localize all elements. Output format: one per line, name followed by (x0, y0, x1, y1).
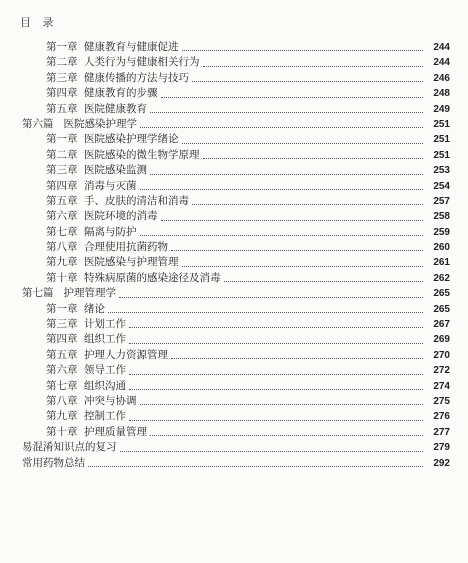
toc-entry-title: 医院感染护理学 (63, 117, 137, 130)
toc-entry-number: 第二章 (46, 148, 78, 161)
toc-chapter-entry[interactable] (0, 71, 468, 86)
toc-chapter-entry[interactable] (0, 55, 468, 70)
toc-chapter-entry[interactable] (0, 86, 468, 101)
toc-entry-title: 消毒与灭菌 (84, 179, 137, 192)
toc-entry-number: 第九章 (46, 256, 78, 269)
toc-chapter-entry[interactable] (0, 394, 468, 409)
dot-leader (88, 465, 423, 467)
toc-chapter-entry[interactable] (0, 271, 468, 286)
toc-entry-number: 第六篇 (22, 117, 54, 130)
toc-page-number: 275 (433, 395, 450, 407)
table-of-contents (0, 40, 468, 471)
dot-leader (129, 342, 423, 344)
toc-page-number: 279 (433, 442, 450, 454)
dot-leader (192, 203, 423, 205)
toc-entry-title: 护理管理学 (63, 287, 116, 300)
toc-chapter-entry[interactable] (0, 132, 468, 147)
toc-page-number: 251 (433, 149, 450, 161)
toc-chapter-entry[interactable] (0, 163, 468, 178)
toc-entry-number: 第七章 (46, 225, 78, 238)
toc-chapter-entry[interactable] (0, 425, 468, 440)
toc-entry-number: 第九章 (46, 410, 78, 423)
toc-entry-title: 健康教育与健康促进 (84, 41, 179, 53)
dot-leader (129, 373, 423, 375)
toc-entry-number: 第一章 (46, 133, 78, 146)
toc-entry-title: 组织沟通 (84, 379, 126, 392)
dot-leader (150, 173, 423, 175)
toc-entry-number: 第三章 (46, 71, 78, 84)
toc-entry-title: 健康教育的步骤 (84, 87, 158, 100)
dot-leader (150, 111, 423, 113)
toc-page-number: 277 (433, 426, 450, 438)
toc-entry-number: 第五章 (46, 194, 78, 207)
toc-entry-number: 第三章 (46, 318, 78, 331)
toc-page-number: 244 (433, 57, 450, 69)
toc-entry-title: 医院感染护理学绪论 (84, 133, 179, 146)
page-title: 目 录 (20, 16, 58, 29)
toc-entry-number: 第十章 (46, 425, 78, 438)
toc-entry-number: 第一章 (46, 302, 78, 315)
toc-page-number: 253 (433, 165, 450, 177)
toc-chapter-entry[interactable] (0, 179, 468, 194)
dot-leader (129, 388, 423, 390)
toc-entry-title: 护理人力资源管理 (84, 348, 168, 361)
toc-entry-title: 合理使用抗菌药物 (84, 241, 168, 254)
dot-leader (150, 434, 423, 436)
toc-entry-title: 医院感染与护理管理 (84, 256, 179, 269)
toc-page-number: 251 (433, 134, 450, 146)
toc-entry-number: 第四章 (46, 179, 78, 192)
toc-entry-title: 隔离与防护 (84, 225, 137, 238)
toc-entry-number: 第五章 (46, 348, 78, 361)
toc-chapter-entry[interactable] (0, 348, 468, 363)
toc-part-entry[interactable] (0, 456, 468, 471)
dot-leader (108, 311, 423, 313)
dot-leader (119, 296, 423, 298)
toc-page-number: 261 (433, 257, 450, 269)
toc-page-number: 269 (433, 334, 450, 346)
toc-page-number: 292 (433, 457, 450, 469)
toc-entry-title: 护理质量管理 (84, 425, 147, 438)
toc-entry-title: 医院感染的微生物学原理 (84, 148, 200, 161)
toc-page-number: 246 (433, 72, 450, 84)
toc-part-entry[interactable] (0, 286, 468, 301)
toc-entry-title: 组织工作 (84, 333, 126, 346)
dot-leader (182, 49, 424, 51)
toc-page-number: 267 (433, 319, 450, 331)
toc-chapter-entry[interactable] (0, 194, 468, 209)
toc-entry-title: 特殊病原菌的感染途径及消毒 (84, 271, 221, 284)
toc-entry-number: 第七篇 (22, 287, 54, 300)
toc-page-number: 248 (433, 88, 450, 100)
toc-page-number: 262 (433, 272, 450, 284)
toc-entry-title: 易混淆知识点的复习 (22, 441, 117, 454)
toc-chapter-entry[interactable] (0, 240, 468, 255)
toc-entry-number: 第一章 (46, 41, 78, 53)
toc-chapter-entry[interactable] (0, 209, 468, 224)
toc-page-number: 249 (433, 103, 450, 115)
toc-entry-title: 控制工作 (84, 410, 126, 423)
dot-leader (224, 280, 424, 282)
toc-entry-title: 绪论 (84, 302, 105, 315)
dot-leader (171, 249, 423, 251)
dot-leader (161, 96, 424, 98)
toc-entry-number: 第十章 (46, 271, 78, 284)
toc-entry-number: 第七章 (46, 379, 78, 392)
toc-page-number: 258 (433, 211, 450, 223)
toc-chapter-entry[interactable] (0, 40, 468, 55)
toc-entry-number: 第六章 (46, 364, 78, 377)
toc-page-number: 265 (433, 288, 450, 300)
dot-leader (203, 65, 424, 67)
toc-entry-title: 人类行为与健康相关行为 (84, 56, 200, 69)
toc-entry-number: 第四章 (46, 333, 78, 346)
toc-page-number: 259 (433, 226, 450, 238)
toc-chapter-entry[interactable] (0, 255, 468, 270)
dot-leader (140, 403, 424, 405)
dot-leader (120, 450, 424, 452)
dot-leader (203, 157, 424, 159)
toc-chapter-entry[interactable] (0, 332, 468, 347)
dot-leader (129, 326, 423, 328)
toc-chapter-entry[interactable] (0, 363, 468, 378)
toc-chapter-entry[interactable] (0, 317, 468, 332)
toc-part-entry[interactable] (0, 117, 468, 132)
toc-chapter-entry[interactable] (0, 148, 468, 163)
toc-entry-title: 领导工作 (84, 364, 126, 377)
toc-entry-number: 第五章 (46, 102, 78, 115)
toc-entry-number: 第四章 (46, 87, 78, 100)
toc-chapter-entry[interactable] (0, 102, 468, 117)
toc-page-number: 270 (433, 349, 450, 361)
toc-entry-number: 第三章 (46, 164, 78, 177)
toc-entry-title: 医院健康教育 (84, 102, 147, 115)
toc-entry-number: 第二章 (46, 56, 78, 69)
dot-leader (140, 234, 424, 236)
toc-chapter-entry[interactable] (0, 302, 468, 317)
dot-leader (182, 142, 424, 144)
toc-entry-title: 医院环境的消毒 (84, 210, 158, 223)
toc-entry-number: 第八章 (46, 241, 78, 254)
toc-page-number: 244 (433, 42, 450, 53)
dot-leader (140, 126, 423, 128)
toc-entry-number: 第八章 (46, 394, 78, 407)
toc-entry-title: 计划工作 (84, 318, 126, 331)
dot-leader (182, 265, 424, 267)
toc-chapter-entry[interactable] (0, 379, 468, 394)
toc-entry-title: 健康传播的方法与技巧 (84, 71, 189, 84)
toc-page-number: 265 (433, 303, 450, 315)
toc-entry-title: 手、皮肤的清洁和消毒 (84, 194, 189, 207)
toc-page-number: 260 (433, 242, 450, 254)
toc-page-number: 257 (433, 195, 450, 207)
dot-leader (161, 219, 424, 221)
toc-page-number: 254 (433, 180, 450, 192)
toc-page-number: 251 (433, 118, 450, 130)
dot-leader (140, 188, 424, 190)
toc-page-number: 274 (433, 380, 450, 392)
toc-part-entry[interactable] (0, 440, 468, 455)
toc-entry-title: 常用药物总结 (22, 456, 85, 469)
toc-entry-title: 冲突与协调 (84, 394, 137, 407)
toc-entry-number: 第六章 (46, 210, 78, 223)
toc-entry-title: 医院感染监测 (84, 164, 147, 177)
dot-leader (129, 419, 423, 421)
dot-leader (171, 357, 423, 359)
toc-page-number: 276 (433, 411, 450, 423)
toc-chapter-entry[interactable] (0, 409, 468, 424)
toc-page-number: 272 (433, 365, 450, 377)
dot-leader (192, 80, 423, 82)
toc-chapter-entry[interactable] (0, 225, 468, 240)
